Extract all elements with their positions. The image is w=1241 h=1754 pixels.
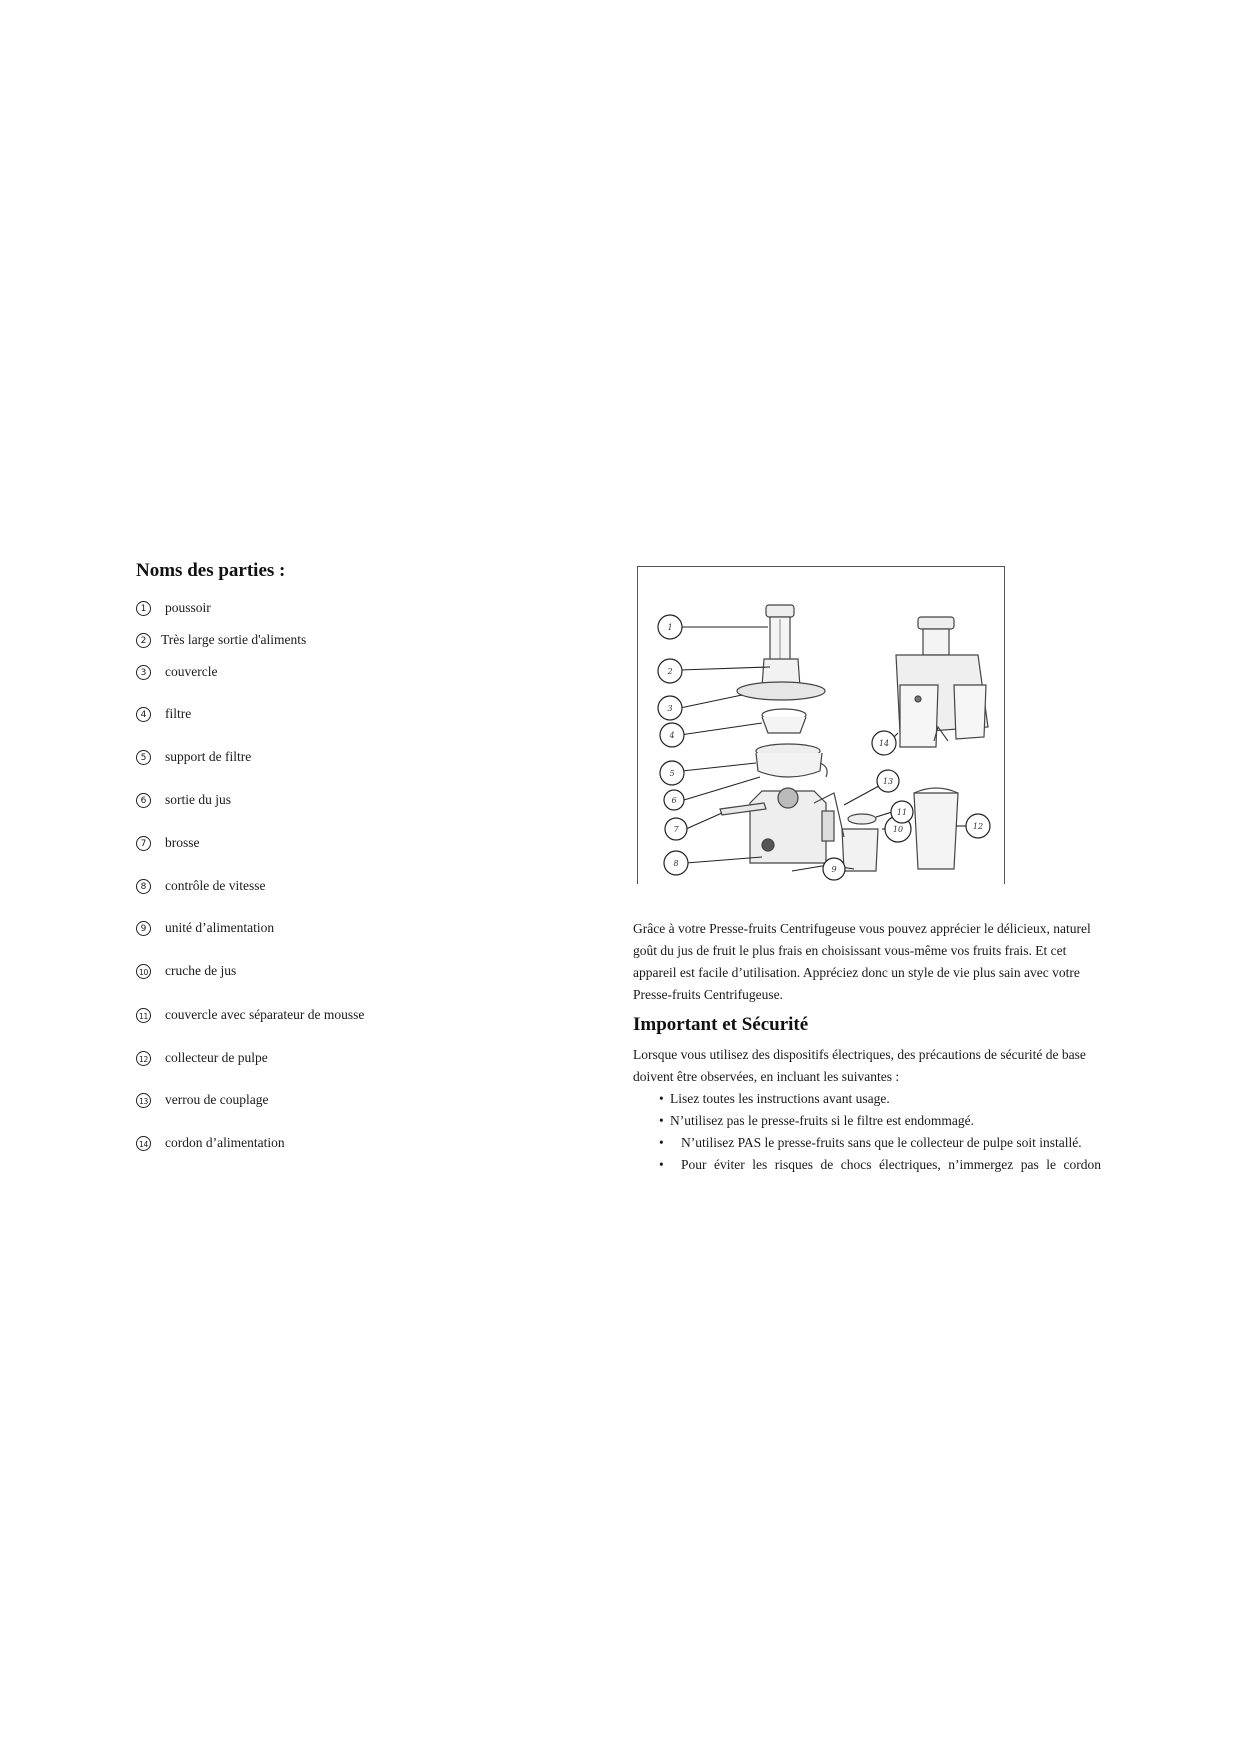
intro-paragraph: Grâce à votre Presse-fruits Centrifugeuse vous pouvez apprécier le délicieux, naturel goût du jus de fruit le plus frais en choisissant vous-même vos fruits frais. Et cet appareil est facile d’utilisation. Appréciez donc un style de vie plus sain avec votre Presse-fruits Centrifugeuse.: [633, 921, 1091, 1002]
list-item: • Lisez toutes les instructions avant usage.: [633, 1088, 1101, 1110]
number-badge: 5: [136, 750, 151, 765]
number-badge: 13: [136, 1093, 151, 1108]
filter-drawing: [762, 709, 806, 733]
part-label: cordon d’alimentation: [165, 1135, 285, 1150]
part-label: unité d’alimentation: [165, 920, 275, 935]
number-badge: 2: [136, 633, 151, 648]
list-item: [136, 600, 211, 616]
part-label: poussoir: [165, 600, 211, 615]
callout-num: 14: [878, 739, 890, 748]
lid-drawing: [737, 659, 825, 700]
part-label: cruche de jus: [165, 963, 237, 978]
list-item: [136, 632, 306, 648]
foam-lid-drawing: [848, 814, 876, 824]
list-item: [136, 1050, 268, 1066]
callout-num: 1: [667, 623, 673, 632]
safety-intro: Lorsque vous utilisez des dispositifs électriques, des précautions de sécurité de base doivent être observées, en incluant les suivantes :: [633, 1047, 1086, 1084]
list-item: [136, 1092, 268, 1108]
number-badge: 6: [136, 793, 151, 808]
number-badge: 7: [136, 836, 151, 851]
list-item: [136, 792, 231, 808]
number-badge: 9: [136, 921, 151, 936]
number-badge: 1: [136, 601, 151, 616]
list-item: [136, 664, 217, 680]
callout-num: 4: [669, 731, 675, 740]
safety-title: Important et Sécurité: [633, 1014, 809, 1035]
list-item: [136, 1007, 364, 1023]
bullet-text: • Pour éviter les risques de chocs électriques, n’immergez pas le cordon: [681, 1157, 1101, 1172]
callout-num: 12: [972, 822, 984, 831]
part-label: sortie du jus: [165, 792, 231, 807]
number-badge: 3: [136, 665, 151, 680]
list-item: [136, 706, 191, 722]
filter-holder-drawing: [756, 744, 827, 777]
number-badge: 10: [136, 964, 151, 979]
part-label: Très large sortie d'aliments: [161, 632, 307, 647]
juicer-exploded-diagram: [637, 566, 1005, 884]
list-item: [136, 1135, 285, 1151]
part-label: couvercle avec séparateur de mousse: [165, 1007, 365, 1022]
callout-num: 8: [673, 859, 679, 868]
list-item: • N’utilisez PAS le presse-fruits sans que le collecteur de pulpe soit installé.: [633, 1132, 1101, 1154]
list-item: [136, 749, 251, 765]
list-item: [136, 878, 265, 894]
callout-num: 5: [669, 769, 675, 778]
part-label: contrôle de vitesse: [165, 878, 266, 893]
assembled-juicer-drawing: [896, 617, 988, 747]
safety-bullets: [633, 1088, 1101, 1176]
list-item: • N’utilisez pas le presse-fruits si le filtre est endommagé.: [633, 1110, 1101, 1132]
callout-num: 9: [831, 865, 837, 874]
number-badge: 11: [136, 1008, 151, 1023]
list-item: [633, 1154, 1101, 1176]
callout-num: 3: [667, 704, 673, 713]
parts-title: Noms des parties :: [136, 560, 286, 581]
number-badge: 4: [136, 707, 151, 722]
list-item: [136, 920, 274, 936]
number-badge: 8: [136, 879, 151, 894]
number-badge: 12: [136, 1051, 151, 1066]
callout-num: 6: [671, 796, 677, 805]
callout-num: 7: [673, 825, 679, 834]
pulp-collector-drawing: [914, 793, 958, 869]
part-label: verrou de couplage: [165, 1092, 269, 1107]
callout-num: 13: [882, 777, 894, 786]
callout-num: 2: [667, 667, 673, 676]
part-label: filtre: [165, 706, 192, 721]
callout-num: 11: [896, 808, 908, 817]
parts-section: [136, 560, 616, 1150]
juicer-diagram-svg: [638, 567, 1006, 885]
callout-num: 10: [892, 825, 904, 834]
part-label: brosse: [165, 835, 200, 850]
part-label: couvercle: [165, 664, 218, 679]
part-label: collecteur de pulpe: [165, 1050, 268, 1065]
number-badge: 14: [136, 1136, 151, 1151]
description-section: [633, 918, 1101, 1176]
part-label: support de filtre: [165, 749, 252, 764]
list-item: [136, 963, 236, 979]
list-item: [136, 835, 200, 851]
juice-jug-drawing: [842, 829, 878, 871]
